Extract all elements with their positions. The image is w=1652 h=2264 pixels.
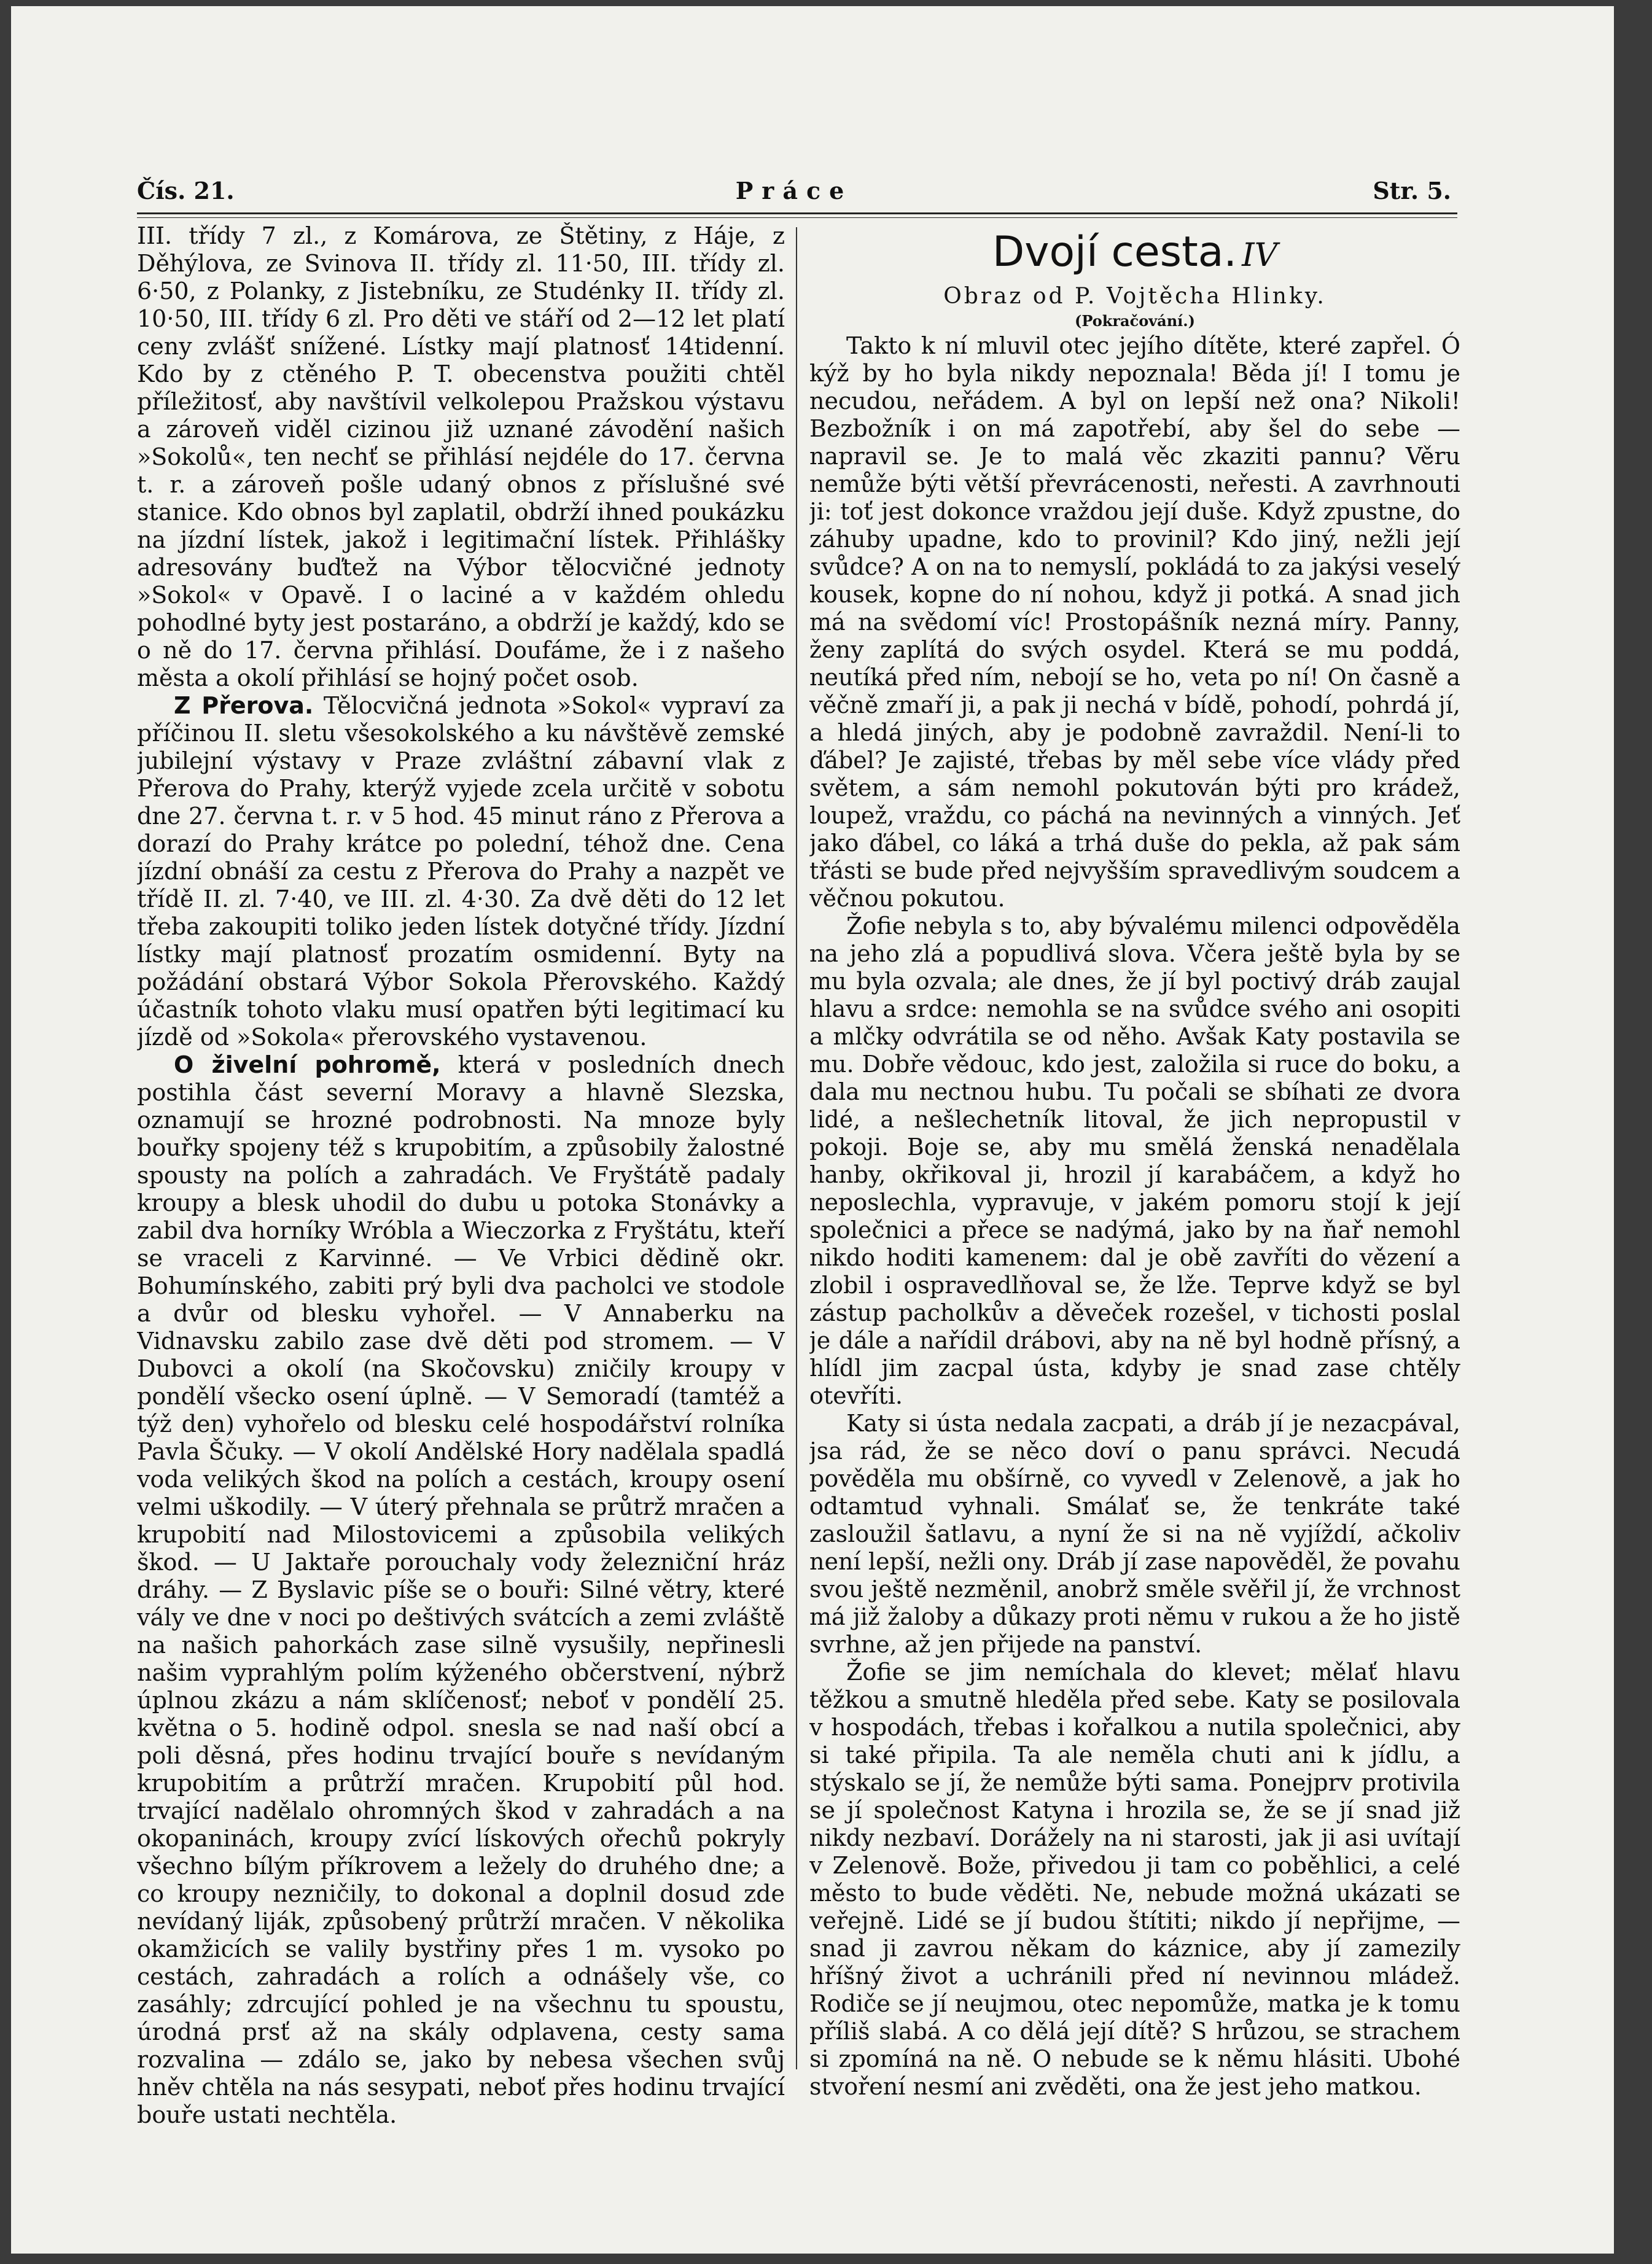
prerov-text: Tělocvičná jednota »Sokol« vypraví za příčinou II. sletu všesokolského a ku návštěvě zemské jubilejní výstavy v Praze zvláštní zábavní vlak z Přerova do Prahy, kterýž vyjede zcela určitě v sobotu dne 27. června t. r. v 5 hod. 45 minut ráno z Přerova a dorazí do Prahy krátce po polední, téhož dne. Cena jízdní obnáší za cestu z Přerova do Prahy a nazpět ve třídě II. zl. 7·40, ve III. zl. 4·30. Za dvě děti do 12 let třeba zakoupiti toliko jeden lístek dotyčné třídy. Jízdní lístky mají platnosť prozatím osmidenní. Byty na požádání obstará Výbor Sokola Přerovského. Každý účastník tohoto vlaku musí opatřen býti legitimací ku jízdě od »Sokola« přerovského vystavenou.: [137, 692, 785, 1051]
intro-paragraph: III. třídy 7 zl., z Komárova, ze Štětiny, z Háje, z Děhýlova, ze Svinova II. třídy zl. 11·50, III. třídy zl. 6·50, z Polanky, z Jistebníku, ze Studénky II. třídy zl. 10·50, III. třídy 6 zl. Pro děti ve stáří od 2—12 let platí ceny zvlášť snížené. Lístky mají platnosť 14tidenní. Kdo by z ctěného P. T. obecenstva použiti chtěl příležitosť, aby navštívil velkolepou Pražskou výstavu a zároveň viděl cizinou již uznané závodění našich »Sokolů«, ten nechť se přihlásí nejdéle do 17. června t. r. a zároveň pošle udaný obnos z příslušné své stanice. Kdo obnos byl zaplatil, obdrží ihned poukázku na jízdní lístek, jakož i legitimační lístek. Přihlášky adresovány buďtež na Výbor tělocvičné jednoty »Sokol« v Opavě. I o laciné a v každém ohledu pohodlné byty jest postaráno, a obdrží je každý, kdo se o ně do 17. června přihlásí. Doufáme, že i z našeho města a okolí přihlásí se hojný počet osob.: [137, 222, 785, 691]
column-divider: [796, 227, 797, 2069]
prerov-article: [137, 692, 785, 1051]
zivelni-heading: O živelní pohromě,: [174, 1051, 441, 1078]
handwritten-note: IV: [1242, 237, 1278, 274]
right-column: [809, 222, 1460, 2217]
page-header: [137, 177, 1451, 214]
newspaper-page: [11, 6, 1614, 2254]
story-title-row: [809, 225, 1460, 283]
story-paragraph: Žofie nebyla s to, aby bývalému milenci odpověděla na jeho zlá a popudlivá slova. Včera ještě byla by se mu byla ozvala; ale dnes, že jí byl poctivý dráb zaujal hlavu a srdce: nemohla se na svůdce svého ani osopiti a mlčky odvrátila se od něho. Avšak Katy postavila se mu. Dobře vědouc, kdo jest, založila si ruce do boku, a dala mu nectnou hubu. Tu počali se sbíhati ze dvora lidé, a nešlechetník litoval, že jich nepropustil v pokoji. Boje se, aby mu smělá ženská nenadělala hanby, okřikoval ji, hrozil jí karabáčem, a když ho neposlechla, vypravuje, v jakém pomoru stojí k její společnici a přece se nadýmá, jako by na ňař nemohl nikdo hoditi kamenem: dal je obě zavříti do vězení a zlobil i ospravedlňoval se, že lže. Teprve když se byl zástup pacholkův a děveček rozešel, v tichosti poslal je dále a nařídil drábovi, aby na ně byl hodně přísný, a hlídl jim zacpal ústa, kdyby je snad zase chtěly otevříti.: [809, 912, 1460, 1409]
left-column: [137, 222, 785, 2217]
story-paragraph: Katy si ústa nedala zacpati, a dráb jí je nezacpával, jsa rád, že se něco doví o panu správci. Necudá pověděla mu obšírně, co vyvedl v Zelenově, a jak ho odtamtud vyhnali. Smálať se, že tenkráte také zasloužil šatlavu, a nyní že si na ně vyjíždí, ačkoliv není lepší, nežli ony. Dráb jí zase napověděl, že povahu svou ještě nezměnil, anobrž směle svěřil jí, že vrchnost má již žaloby a důkazy proti němu v rukou a že ho jistě svrhne, až jen přijede na panství.: [809, 1410, 1460, 1658]
header-rule: [137, 212, 1457, 214]
prerov-heading: Z Přerova.: [174, 692, 314, 719]
story-paragraph: Takto k ní mluvil otec jejího dítěte, které zapřel. Ó kýž by ho byla nikdy nepoznala! Běda jí! I tomu je necudou, neřádem. A byl on lepší než ona? Nikoli! Bezbožník i on má zapotřebí, aby šel do sebe — napravil se. Je to malá věc zkaziti pannu? Věru nemůže býti větší převrácenosti, neřesti. A zavrhnouti ji: toť jest dokonce vraždou její duše. Když zpustne, do záhuby upadne, kdo to provinil? Kdo jiný, nežli její svůdce? A on na to nemyslí, pokládá to za jakýsi veselý kousek, kopne do ní nohou, když ji potká. A snad jich má na svědomí víc! Prostopášník nezná míry. Panny, ženy zaplítá do svých osydel. Která se mu poddá, neutíká před ním, nebojí se ho, veta po ní! On časně a věčně zmaří ji, a pak ji nechá v bídě, pohodí, pohrdá jí, a hledá jiných, aby je podobně zavraždil. Není-li to ďábel? Je zajisté, třebas by měl sebe více vlády před světem, a sám nemohl pokutován býti pro krádež, loupež, vraždu, co páchá na nevinných a vinných. Jeť jako ďábel, co láká a trhá duše do pekla, až pak sám třásti se bude před nejvyšším spravedlivým soudcem a věčnou pokutou.: [809, 332, 1460, 912]
story-title: Dvojí cesta.: [992, 228, 1237, 276]
header-page-number: Str. 5.: [1373, 177, 1451, 204]
header-issue-number: Čís. 21.: [137, 177, 235, 204]
header-title: Práce: [735, 177, 853, 204]
story-paragraph: Žofie se jim nemíchala do klevet; mělať hlavu těžkou a smutně hleděla před sebe. Katy se posilovala v hospodách, třebas i kořalkou a nutila společnici, aby si také připila. Ta ale neměla chuti ani k jídlu, a stýskalo se jí, že nemůže býti sama. Ponejprv protivila se jí společnost Katyna i hrozila se, že se jí snad již nikdy nezbaví. Dorážely na ni starosti, jak ji asi uvítají v Zelenově. Bože, přivedou ji tam co poběhlici, a celé město to bude věděti. Ne, nebude možná ukázati se veřejně. Lidé se jí budou štítiti; nikdo jí nepřijme, — snad ji zavrou někam do káznice, aby jí zamezily hříšný život a uchránili před ní nevinnou mládež. Rodiče se jí neujmou, otec nepomůže, matka je k tomu příliš slabá. A co dělá její dítě? S hrůzou, se strachem si zpomíná na ně. O nebude se k němu hlásiti. Ubohé stvoření nesmí ani zvěděti, ona že jest jeho matkou.: [809, 1659, 1460, 2100]
story-subtitle: Obraz od P. Vojtěcha Hlinky.: [943, 284, 1327, 309]
zivelni-text: která v posledních dnech postihla část severní Moravy a hlavně Slezska, oznamují se hrozné podrobnosti. Na mnoze byly bouřky spojeny též s krupobitím, a způsobily žalostné spousty na polích a zahradách. Ve Fryštátě padaly kroupy a blesk uhodil do dubu u potoka Stonávky a zabil dva horníky Wróbla a Wieczorka z Fryštátu, kteří se vraceli z Karvinné. — Ve Vrbici dědině okr. Bohumínského, zabiti prý byli dva pacholci ve stodole a dvůr od blesku vyhořel. — V Annaberku na Vidnavsku zabilo zase dvě děti pod stromem. — V Dubovci a okolí (na Skočovsku) zničily kroupy v pondělí všecko osení úplně. — V Semoradí (tamtéž a týž den) vyhořelo od blesku celé hospodářství rolníka Pavla Ščuky. — V okolí Andělské Hory nadělala spadlá voda velikých škod na polích a cestách, kroupy osení velmi uškodily. — V úterý přehnala se průtrž mračen a krupobití nad Milostovicemi a způsobila velikých škod. — U Jaktaře porouchaly vody železniční hráz dráhy. — Z Byslavic píše se o bouři: Silné větry, které vály ve dne v noci po deštivých svátcích a zemi zvláště na našich pahorkách zase silně vysušily, nepřinesli našim vyprahlým polím kýženého občerstvení, nýbrž úplnou zkázu a nám sklíčenosť; neboť v pondělí 25. května o 5. hodině odpol. snesla se nad naší obcí a poli děsná, přes hodinu trvající bouře s nevídaným krupobitím a průtrží mračen. Krupobití půl hod. trvající nadělalo ohromných škod v zahradách a na okopaninách, kroupy zvící lískových ořechů pokryly všechno bílým příkrovem a ležely do druhého dne; a co kroupy nezničily, to dokonal a doplnil dosud zde nevídaný liják, způsobený průtrží mračen. V několika okamžicích se valily bystřiny přes 1 m. vysoko po cestách, zahradách a rolích a odnášely vše, co zasáhly; zdrcující pohled je na všechnu tu spoustu, úrodná prsť až na skály odplavena, cesty sama rozvalina — zdálo se, jako by nebesa všechen svůj hněv chtěla na nás sesypati, neboť přes hodinu trvající bouře ustati nechtěla.: [137, 1051, 785, 2128]
zivelni-article: [137, 1051, 785, 2129]
header-rule-thin: [137, 217, 1457, 218]
continuation-note: (Pokračování.): [1075, 312, 1195, 330]
